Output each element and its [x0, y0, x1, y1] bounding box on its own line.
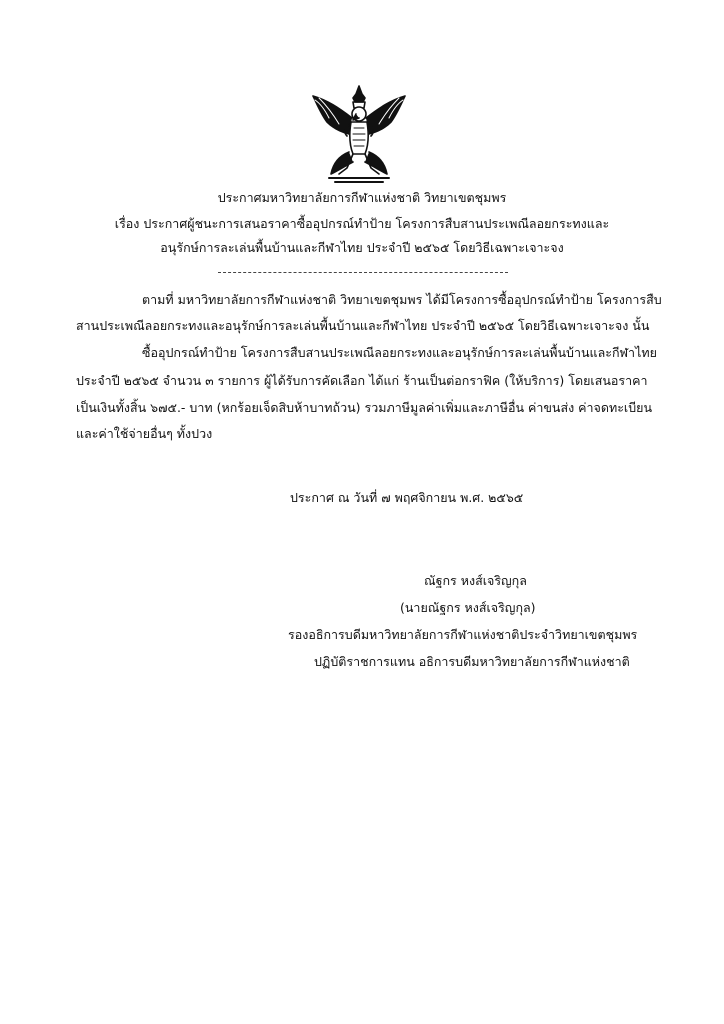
- paragraph-1-line-2: สานประเพณีลอยกระทงและอนุรักษ์การละเล่นพื้นบ้านและกีฬาไทย ประจำปี ๒๕๖๕ โดยวิธีเฉพาะเจาะจง นั้น: [76, 318, 650, 333]
- paragraph-2-line-3: เป็นเงินทั้งสิ้น ๖๗๕.- บาท (หกร้อยเจ็ดสิบห้าบาทถ้วน) รวมภาษีมูลค่าเพิ่มและภาษีอื่น ค่าขนส่ง ค่าจดทะเบียน: [76, 400, 653, 415]
- acting-on-behalf-line: ปฏิบัติราชการแทน อธิการบดีมหาวิทยาลัยการกีฬาแห่งชาติ: [314, 654, 630, 669]
- garuda-emblem-icon: [309, 84, 409, 186]
- signatory-full-name: (นายณัฐกร หงส์เจริญกุล): [400, 600, 536, 615]
- paragraph-2-line-2: ประจำปี ๒๕๖๕ จำนวน ๓ รายการ ผู้ได้รับการคัดเลือก ได้แก่ ร้านเป็นต่อกราฟิค (ให้บริการ) โดยเสนอราคา: [76, 373, 648, 388]
- divider: [218, 272, 508, 273]
- subject-line-2: อนุรักษ์การละเล่นพื้นบ้านและกีฬาไทย ประจำปี ๒๕๖๕ โดยวิธีเฉพาะเจาะจง: [160, 240, 564, 255]
- paragraph-2-line-1: ซื้ออุปกรณ์ทำป้าย โครงการสืบสานประเพณีลอยกระทงและอนุรักษ์การละเล่นพื้นบ้านและกีฬาไทย: [142, 345, 657, 360]
- announcement-title: ประกาศมหาวิทยาลัยการกีฬาแห่งชาติ วิทยาเขตชุมพร: [217, 190, 507, 205]
- paragraph-2-line-4: และค่าใช้จ่ายอื่นๆ ทั้งปวง: [76, 426, 213, 441]
- signatory-position: รองอธิการบดีมหาวิทยาลัยการกีฬาแห่งชาติประจำวิทยาเขตชุมพร: [288, 627, 638, 642]
- date-line: ประกาศ ณ วันที่ ๗ พฤศจิกายน พ.ศ. ๒๕๖๕: [290, 490, 524, 505]
- paragraph-1-line-1: ตามที่ มหาวิทยาลัยการกีฬาแห่งชาติ วิทยาเขตชุมพร ได้มีโครงการซื้ออุปกรณ์ทำป้าย โครงการสืบ: [142, 292, 662, 307]
- signature-name: ณัฐกร หงส์เจริญกุล: [424, 573, 527, 588]
- subject-line-1: เรื่อง ประกาศผู้ชนะการเสนอราคาซื้ออุปกรณ์ทำป้าย โครงการสืบสานประเพณีลอยกระทงและ: [114, 216, 610, 231]
